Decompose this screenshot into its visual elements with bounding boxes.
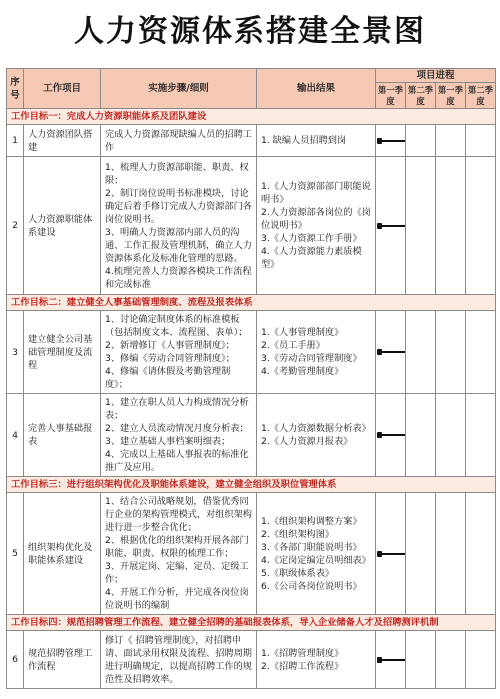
header-quarter-4: 第二季度 xyxy=(466,83,496,109)
row-steps xyxy=(101,157,257,295)
step-line: 2、制订岗位说明书标准模块，讨论确定后着手修订完成人力资源部门各岗位说明书。 xyxy=(105,187,252,225)
step-line: 2、新增修订《人事管理制度》； xyxy=(105,340,235,351)
step-line: 2、根据优化的组织架构开展各部门职能、职责、权限的梳理工作； xyxy=(105,535,249,559)
quarter-cell xyxy=(466,631,496,689)
quarter-cell xyxy=(466,311,496,394)
row-steps xyxy=(101,493,257,615)
quarter-cell xyxy=(436,125,466,157)
step-line: 修订《 招聘管理制度》，对招聘申请、面试录用权限及流程、招聘周期进行明确规定，以提高招聘工作的规范性及招聘效率。 xyxy=(105,634,252,685)
row-item: 组织架构优化及职能体系建设 xyxy=(24,493,101,615)
step-line: 1、结合公司战略规划，借鉴优秀同行企业的架构管理模式，对组织架构进行进一步整合优化； xyxy=(105,496,252,533)
step-line: 1、建立在职人员人力构成情况分析表； xyxy=(105,397,249,421)
output-line: 2.人力资源部各岗位的《岗位说明书》 xyxy=(261,207,371,231)
row-num: 5 xyxy=(7,493,24,615)
header-output: 输出结果 xyxy=(257,69,376,109)
output-line: 1.《人事管理制度》 xyxy=(261,327,344,338)
row-steps xyxy=(101,631,257,689)
quarter-cell xyxy=(376,311,406,394)
row-item: 人力资源职能体系建设 xyxy=(24,157,101,295)
output-line: 1.《人力资源数据分析表》 xyxy=(261,423,371,434)
output-line: 5.《职级体系表》 xyxy=(261,567,335,579)
output-line: 1.《招聘管理制度》 xyxy=(261,647,344,659)
row-output xyxy=(257,157,376,295)
step-line: 2、建立人员流动情况月度分析表； xyxy=(105,423,249,434)
quarter-cell xyxy=(436,631,466,689)
quarter-cell xyxy=(406,157,436,295)
quarter-cell xyxy=(406,311,436,394)
quarter-cell xyxy=(406,493,436,615)
table-row xyxy=(7,631,496,689)
output-line: 3.《人力资源工作手册》 xyxy=(261,233,362,244)
row-item: 人力资源团队搭建 xyxy=(24,125,101,157)
row-output xyxy=(257,631,376,689)
goal-3-label: 工作目标三：进行组织架构优化及职能体系建设，建立健全组织及职位管理体系 xyxy=(7,477,496,493)
output-line: 4.《人力资源能力素质模型》 xyxy=(261,246,362,270)
row-num: 1 xyxy=(7,125,24,157)
row-num: 2 xyxy=(7,157,24,295)
page-title: 人力资源体系搭建全景图 xyxy=(74,14,426,49)
progress-arrow-icon xyxy=(378,659,406,661)
output-line: 2.《员工手册》 xyxy=(261,340,325,351)
row-output xyxy=(257,493,376,615)
output-line: 1.《组织架构调整方案》 xyxy=(261,515,362,527)
row-num: 4 xyxy=(7,394,24,477)
row-steps xyxy=(101,125,257,157)
step-line: 4、完成以上基础人事报表的标准化推广及应用。 xyxy=(105,449,249,473)
output-line: 3.《劳动合同管理制度》 xyxy=(261,353,362,364)
progress-arrow-icon xyxy=(378,140,406,142)
output-line: 2.《组织架构图》 xyxy=(261,528,335,540)
goal-4-label: 工作目标四：规范招聘管理工作流程、建立健全招聘的基础报表体系，导入企业储备人才及招聘测评机制 xyxy=(7,615,496,631)
step-line: 4、修编《请休假及考勤管理制度》； xyxy=(105,366,231,390)
quarter-cell xyxy=(466,493,496,615)
table-row xyxy=(7,493,496,615)
row-item: 规范招聘管理工作流程 xyxy=(24,631,101,689)
step-line: 4、开展工作分析，并完成各岗位岗位说明书的编制 xyxy=(105,587,249,611)
quarter-cell xyxy=(406,125,436,157)
quarter-cell xyxy=(436,493,466,615)
row-num: 6 xyxy=(7,631,24,689)
row-output xyxy=(257,311,376,394)
project-table xyxy=(6,68,496,689)
header-quarter-1: 第一季度 xyxy=(376,83,406,109)
header-steps: 实施步骤/细则 xyxy=(101,69,257,109)
step-line: 3、开展定岗、定编、定员、定级工作； xyxy=(105,561,249,585)
quarter-cell xyxy=(436,311,466,394)
output-line: 2.《招聘工作流程》 xyxy=(261,660,344,672)
goal-1-label: 工作目标一：完成人力资源职能体系及团队建设 xyxy=(7,109,496,125)
row-item: 完善人事基础报表 xyxy=(24,394,101,477)
output-line: 4.《考勤管理制度》 xyxy=(261,366,344,377)
step-line: 3、修编《劳动合同管理制度》； xyxy=(105,353,235,364)
header-item: 工作项目 xyxy=(24,69,101,109)
row-num: 3 xyxy=(7,311,24,394)
quarter-cell xyxy=(376,125,406,157)
quarter-cell xyxy=(406,631,436,689)
output-line: 4.《定岗定编定员明细表》 xyxy=(261,554,371,566)
quarter-cell xyxy=(436,157,466,295)
step-line: 3、明确人力资源部内部人员的沟通、工作汇报及管理机制，确立人力资源体系化及标准化管理的思路。 xyxy=(105,226,252,264)
step-line: 1、梳理人力资源部职能、职责、权限； xyxy=(105,161,249,186)
step-line: 3、建立基础人事档案明细表； xyxy=(105,436,231,447)
header-quarter-3: 第一季度 xyxy=(436,83,466,109)
progress-arrow-icon xyxy=(378,225,406,227)
row-output xyxy=(257,394,376,477)
table-row xyxy=(7,311,496,394)
quarter-cell xyxy=(466,394,496,477)
row-steps xyxy=(101,394,257,477)
row-output xyxy=(257,125,376,157)
output-line: 3.《各部门职能说明书》 xyxy=(261,541,362,553)
quarter-cell xyxy=(376,157,406,295)
step-line: 完成人力资源部现缺编人员的招聘工作 xyxy=(105,128,252,153)
progress-arrow-icon xyxy=(378,553,406,555)
table-row xyxy=(7,394,496,477)
quarter-cell xyxy=(466,157,496,295)
table-row xyxy=(7,125,496,157)
header-seq: 序号 xyxy=(7,69,24,109)
header-quarter-2: 第二季度 xyxy=(406,83,436,109)
quarter-cell xyxy=(466,125,496,157)
table-row xyxy=(7,157,496,295)
quarter-cell xyxy=(436,394,466,477)
output-line: 6.《公司各岗位说明书》 xyxy=(261,580,362,592)
quarter-cell xyxy=(376,493,406,615)
quarter-cell xyxy=(376,394,406,477)
progress-arrow-icon xyxy=(378,351,406,353)
output-line: 2.《人力资源月报表》 xyxy=(261,436,353,447)
row-steps xyxy=(101,311,257,394)
row-item: 建立健全公司基础管理制度及流程 xyxy=(24,311,101,394)
header-progress: 项目进程 xyxy=(376,69,496,83)
quarter-cell xyxy=(376,631,406,689)
step-line: 1、讨论确定制度体系的标准模板（包括制度文本、流程图、表单）； xyxy=(105,314,248,338)
goal-2-label: 工作目标二：建立健全人事基础管理制度、流程及报表体系 xyxy=(7,295,496,311)
output-line: 1. 缺编人员招聘到岗 xyxy=(261,135,347,146)
quarter-cell xyxy=(406,394,436,477)
progress-arrow-icon xyxy=(378,434,406,436)
output-line: 1.《人力资源部部门职能说明书》 xyxy=(261,181,371,205)
step-line: 4.梳理完善人力资源各模块工作流程和完成标准 xyxy=(105,265,252,290)
